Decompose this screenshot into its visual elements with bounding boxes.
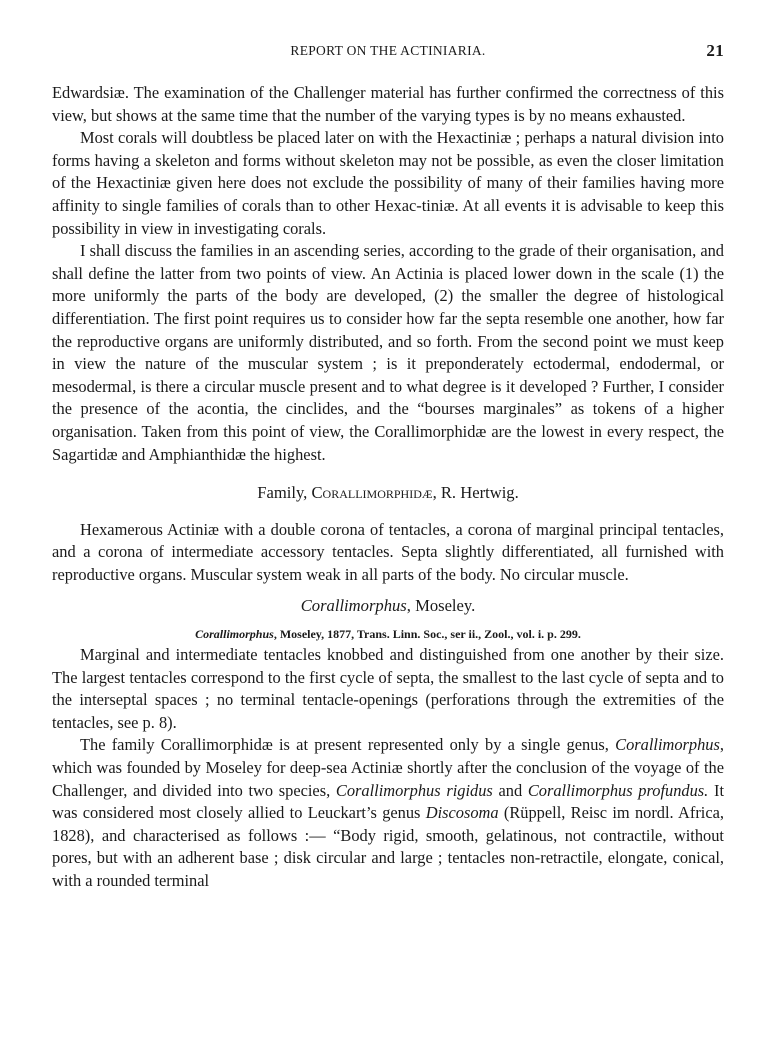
italic-genus: Corallimorphus xyxy=(615,735,720,755)
paragraph-family-history xyxy=(52,734,724,892)
text-run: and xyxy=(492,780,528,800)
family-heading xyxy=(52,482,724,505)
italic-species: Corallimorphus rigidus xyxy=(335,780,493,800)
paragraph-corals: Most corals will doubtless be placed later on with the Hexactiniæ ; perhaps a natural division into forms having a skeleton and forms without skeleton may not be possible, as even the closer limitation of the Hexactiniæ given here does not exclude the possibility of many of their families having more affinity to single families of corals than to other Hexac-tiniæ. At all events it is advisable to keep this possibility in view in investigating corals. xyxy=(52,128,724,238)
running-title: REPORT ON THE ACTINIARIA. xyxy=(290,43,486,58)
citation-reference: , Moseley, 1877, Trans. Linn. Soc., ser ii., Zool., vol. i. p. 299. xyxy=(273,627,581,642)
paragraph-classification: I shall discuss the families in an ascending series, according to the grade of their organisation, and shall define the latter from two points of view. An Actinia is placed lower down in the scale (1) the more uniformly the parts of the body are developed, (2) the smaller the degree of histological differentiation. The first point requires us to consider how far the septa resemble one another, how far the reproductive organs are uniformly distributed, and so forth. From the second point we must keep in view the nature of the muscular system ; is it preponderately ectodermal, endodermal, or mesodermal, is there a circular muscle present and to what degree is it developed ? Further, I consider the presence of the acontia, the cinclides, and the “bourses marginales” as tokens of a higher organisation. Taken from this point of view, the Corallimorphidæ are the lowest in every respect, the Sagartidæ and Amphianthidæ the highest. xyxy=(52,241,724,464)
genus-author: , Moseley. xyxy=(406,596,476,616)
text-run: It was considered most closely allied to Leuckart’s genus xyxy=(52,780,724,823)
genus-heading xyxy=(52,595,724,618)
genus-citation xyxy=(52,624,724,644)
family-heading-prefix: Family, xyxy=(257,483,312,503)
body-text xyxy=(52,82,724,893)
genus-description: Marginal and intermediate tentacles knobbed and distinguished from one another by their size. The largest tentacles correspond to the first cycle of septa, the smallest to the last cycle of septa and to the interseptal spaces ; no terminal tentacle-openings (perforations through the extremities of the tentacles, see p. 8). xyxy=(52,645,724,732)
text-run: The family Corallimorphidæ is at present represented only by a single genus, xyxy=(80,735,616,755)
italic-species: Corallimorphus profundus. xyxy=(527,780,709,800)
text-run: , which was founded by Moseley for deep-sea Actiniæ shortly after the conclusion of the voyage of the Challenger, and divided into two species, xyxy=(52,735,724,800)
italic-genus: Discosoma xyxy=(425,803,499,823)
page-number: 21 xyxy=(706,41,724,60)
text-run: (Rüppell, Reisc im nordl. Africa, 1828), and characterised as follows :— “Body rigid, smooth, gelatinous, not contractile, without pores, but with an adherent base ; disk circular and large ; tentacles non-retractile, elongate, conical, with a rounded terminal xyxy=(52,803,724,890)
family-heading-suffix: , R. Hertwig. xyxy=(432,483,519,503)
family-name: Corallimorphidæ xyxy=(311,483,433,503)
running-header xyxy=(52,43,724,63)
genus-name: Corallimorphus xyxy=(300,596,407,616)
family-description: Hexamerous Actiniæ with a double corona of tentacles, a corona of marginal principal tentacles, and a corona of intermediate accessory tentacles. Septa slightly differentiated, all furnished with reproductive organs. Muscular system weak in all parts of the body. No circular muscle. xyxy=(52,519,724,584)
citation-genus: Corallimorphus xyxy=(195,627,274,642)
paragraph-continuation: Edwardsiæ. The examination of the Challenger material has further confirmed the correctness of this view, but shows at the same time that the number of the varying types is by no means exhausted. xyxy=(52,83,724,125)
